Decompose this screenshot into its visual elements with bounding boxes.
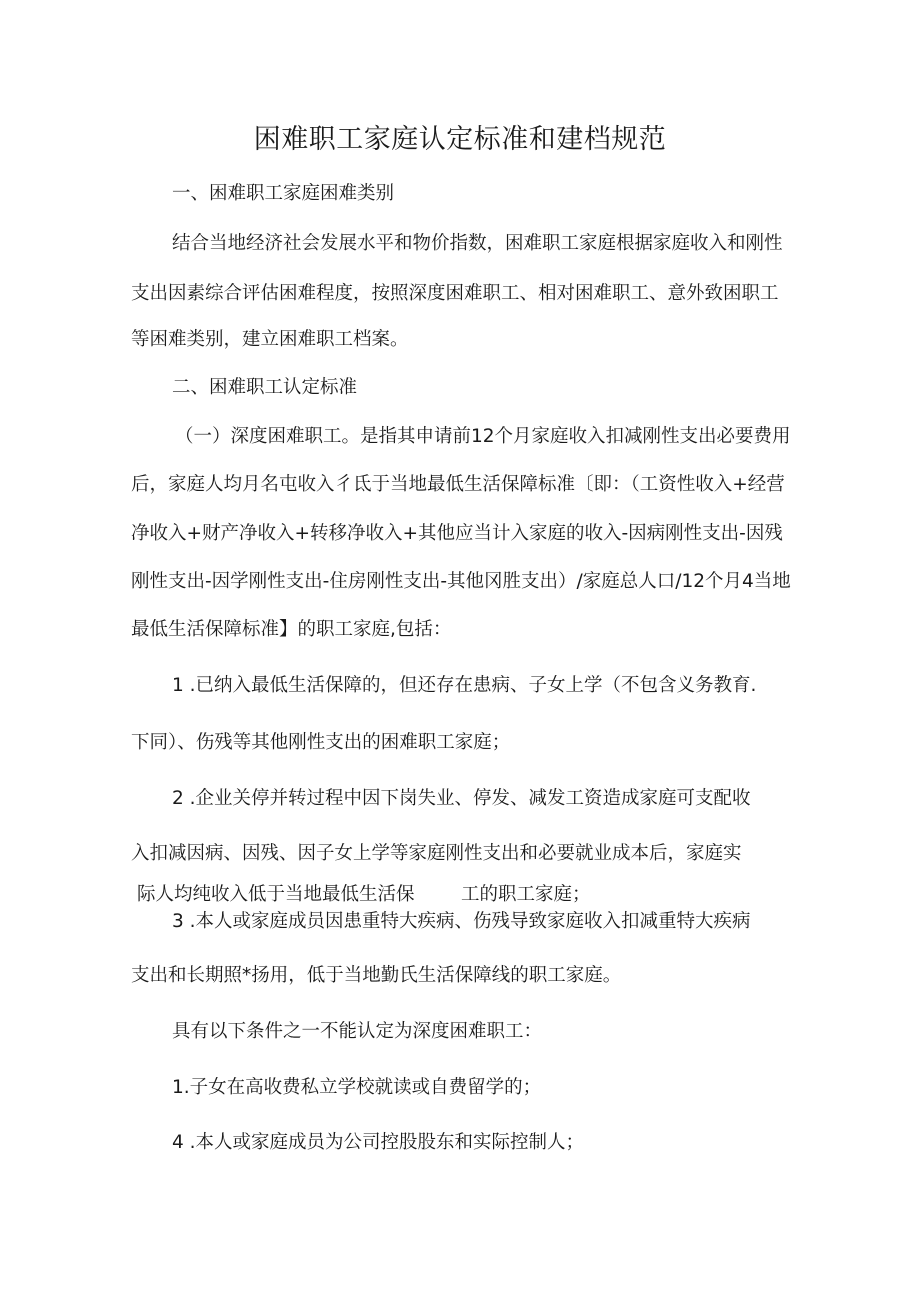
paragraph-line: 结合当地经济社会发展水平和物价指数，困难职工家庭根据家庭收入和刚性	[172, 233, 783, 254]
paragraph-line: 净收入+财产净收入+转移净收入+其他应当计入家庭的收入-因病刚性支出-因残	[131, 523, 783, 544]
document-title: 困难职工家庭认定标准和建档规范	[253, 124, 667, 155]
paragraph-line: 后，家庭人均月名屯收入彳氐于当地最低生活保障标准〔即：（工资性收入+经营	[131, 474, 785, 495]
list-item-line: 入扣减因病、因残、因子女上学等家庭刚性支出和必要就业成本后，家庭实	[131, 843, 742, 864]
section-heading-1: 一、困难职工家庭困难类别	[172, 183, 395, 204]
paragraph-line: 具有以下条件之一不能认定为深度困难职工：	[172, 1021, 543, 1042]
list-item-line: 3 .本人或家庭成员因患重特大疾病、伤残导致家庭收入扣减重特大疾病	[172, 911, 751, 932]
paragraph-line: （一）深度困难职工。是指其申请前12个月家庭收入扣减刚性支出必要费用	[175, 426, 791, 447]
list-item-line: 1.子女在高收费私立学校就读或自费留学的；	[172, 1077, 542, 1098]
section-heading-2: 二、困难职工认定标准	[172, 377, 358, 398]
paragraph-line: 支出因素综合评估困难程度，按照深度困难职工、相对困难职工、意外致困职工	[131, 283, 779, 304]
list-item-line: 下同）、伤残等其他刚性支出的困难职工家庭；	[131, 732, 511, 753]
paragraph-line: 等困难类别，建立困难职工档案。	[131, 329, 409, 350]
list-item-line: 工的职工家庭；	[461, 884, 591, 905]
list-item-line: 1 .已纳入最低生活保障的，但还存在患病、子女上学（不包含义务教育.	[172, 675, 757, 696]
list-item-line: 2 .企业关停并转过程中因下岗失业、停发、减发工资造成家庭可支配收	[172, 788, 751, 809]
list-item-line: 支出和长期照*扬用，低于当地勤氏生活保障线的职工家庭。	[131, 965, 622, 986]
list-item-line: 际人均纯收入低于当地最低生活保	[137, 884, 415, 905]
list-item-line: 4 .本人或家庭成员为公司控股股东和实际控制人；	[172, 1132, 585, 1153]
paragraph-line: 刚性支出-因学刚性支出-住房刚性支出-其他冈胜支出）/家庭总人口/12个月4当地	[131, 571, 791, 592]
paragraph-line: 最低生活保障标准】的职工家庭,包括：	[131, 619, 452, 640]
